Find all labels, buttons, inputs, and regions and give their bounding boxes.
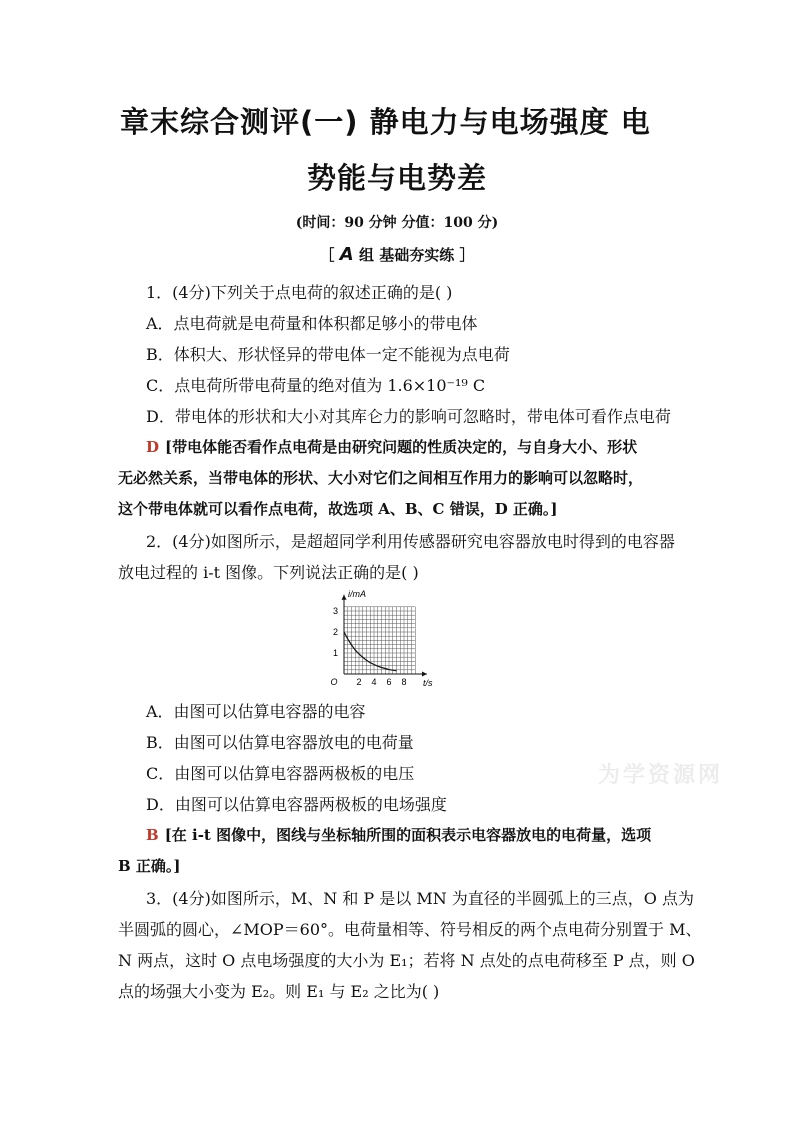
q3-line-2: 半圆弧的圆心，∠MOP＝60°。电荷量相等、符号相反的两个点电荷分别置于 M、 — [118, 920, 702, 939]
q1-option-a: A．点电荷就是电荷量和体积都足够小的带电体 — [146, 314, 478, 333]
q3-line-4: 点的场强大小变为 E₂。则 E₁ 与 E₂ 之比为( ) — [118, 982, 440, 1001]
q2-exp-text-1: [在 i-t 图像中，图线与坐标轴所围的面积表示电容器放电的电荷量，选项 — [164, 826, 652, 844]
q1-explanation-line-2: 无必然关系，当带电体的形状、大小对它们之间相互作用力的影响可以忽略时， — [118, 469, 644, 487]
it-chart — [318, 586, 498, 690]
q2-answer: B — [146, 826, 159, 844]
q1-answer: D — [146, 438, 160, 456]
q1-option-c: C．点电荷所带电荷量的绝对值为 1.6×10⁻¹⁹ C — [146, 376, 486, 395]
page-title-line-2: 势能与电势差 — [306, 161, 487, 195]
q2-option-c: C．由图可以估算电容器两极板的电压 — [146, 764, 415, 783]
y-tick-label: 3 — [332, 606, 338, 616]
q3-line-3: N 两点，这时 O 点电场强度的大小为 E₁；若将 N 点处的点电荷移至 P 点，则 O — [118, 951, 695, 970]
chart-grid — [344, 607, 415, 674]
page-title-line-1: 章末综合测评(一) 静电力与电场强度 电 — [120, 105, 651, 139]
q2-stem-line-1: 2．(4分)如图所示，是超超同学利用传感器研究电容器放电时得到的电容器 — [146, 532, 675, 551]
y-tick-label: 2 — [332, 627, 338, 637]
q1-explanation-line-1 — [146, 436, 637, 457]
watermark: 为学资源网 — [598, 762, 724, 788]
section-bracket-open: ［ — [319, 246, 335, 264]
x-axis-arrow — [422, 672, 427, 677]
q2-explanation-line-2: B 正确。] — [118, 857, 181, 875]
x-tick-label: 6 — [386, 677, 392, 687]
x-tick-label: 4 — [371, 677, 377, 687]
q2-option-b: B．由图可以估算电容器放电的电荷量 — [146, 733, 414, 752]
q2-stem-line-2: 放电过程的 i-t 图像。下列说法正确的是( ) — [118, 563, 419, 582]
q2-option-d: D．由图可以估算电容器两极板的电场强度 — [146, 795, 447, 814]
q2-option-a: A．由图可以估算电容器的电容 — [146, 702, 366, 721]
y-axis-label: i/mA — [348, 589, 366, 599]
origin-label: O — [330, 677, 338, 687]
chart-axes — [342, 595, 428, 677]
q1-exp-text-1: [带电体能否看作点电荷是由研究问题的性质决定的，与自身大小、形状 — [165, 438, 638, 456]
q1-stem: 1．(4分)下列关于点电荷的叙述正确的是( ) — [146, 283, 453, 302]
q1-option-d: D．带电体的形状和大小对其库仑力的影响可忽略时，带电体可看作点电荷 — [146, 407, 671, 426]
section-header — [0, 244, 794, 265]
section-badge: A — [339, 244, 354, 265]
y-tick-label: 1 — [332, 648, 338, 658]
section-label: 组 基础夯实练 — [358, 246, 455, 264]
q3-line-1: 3．(4分)如图所示，M、N 和 P 是以 MN 为直径的半圆弧上的三点，O 点为 — [146, 889, 695, 908]
x-tick-label: 2 — [356, 677, 362, 687]
x-tick-label: 8 — [401, 677, 407, 687]
section-bracket-close: ］ — [459, 246, 475, 264]
q1-option-b: B．体积大、形状怪异的带电体一定不能视为点电荷 — [146, 345, 510, 364]
q1-explanation-line-3: 这个带电体就可以看作点电荷，故选项 A、B、C 错误，D 正确。] — [118, 500, 558, 518]
exam-info: (时间：90 分钟 分值：100 分) — [295, 215, 499, 231]
y-axis-arrow — [342, 595, 347, 600]
q2-explanation-line-1 — [146, 824, 651, 845]
x-axis-label: t/s — [423, 678, 433, 688]
